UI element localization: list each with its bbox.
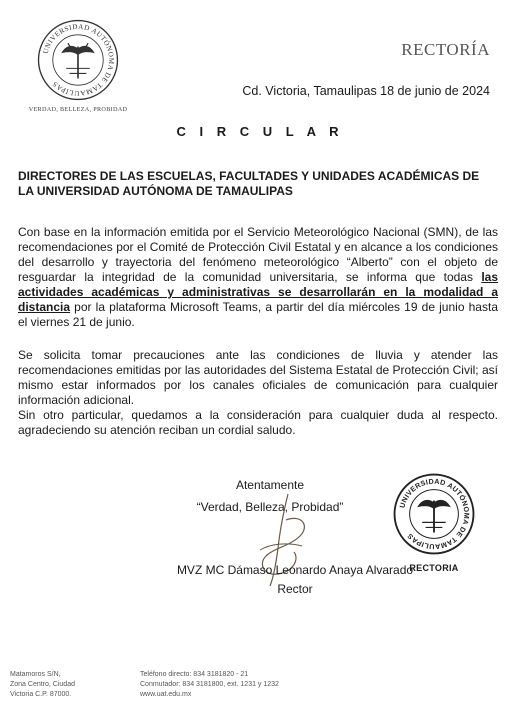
paragraph-precautions: Se solicita tomar precauciones ante las condiciones de lluvia y atender las recomendaciones emitidas por las autoridades del Sistema Estatal de Protección Civil; así mismo estar informados por los canales oficiales de comunicación para cualquier información adicional. xyxy=(18,348,498,407)
logo-motto: VERDAD, BELLEZA, PROBIDAD xyxy=(28,106,128,113)
footer-address-line: Matamoros S/N, xyxy=(10,671,61,678)
document-type-heading: C I R C U L A R xyxy=(176,124,344,139)
footer-address-line: Victoria C.P. 87000. xyxy=(10,691,72,698)
paragraph-announcement xyxy=(18,225,498,330)
university-logo xyxy=(36,18,120,102)
closing-salutation: Atentamente xyxy=(235,478,305,492)
seal-label: RECTORIA xyxy=(409,563,459,573)
footer-switchboard: Conmutador: 834 3181800, ext. 1231 y 1232 xyxy=(140,681,279,688)
department-title: RECTORÍA xyxy=(401,40,490,59)
rectoria-seal xyxy=(392,472,476,556)
paragraph-closing: Sin otro particular, quedamos a la consideración para cualquier duda al respecto. agradeciendo su atención reciban un cordial saludo. xyxy=(18,408,498,437)
paragraph-announcement-highlight: las actividades académicas y administrativas se desarrollarán en la modalidad a distancia xyxy=(18,270,498,314)
footer-phone-direct: Teléfono directo: 834 3181820 - 21 xyxy=(140,671,249,678)
footer-address-line: Zona Centro, Ciudad xyxy=(10,681,75,688)
footer-contact xyxy=(140,670,279,700)
seal-ring-text: UNIVERSIDAD AUTÓNOMA DE TAMAULIPAS xyxy=(398,477,471,551)
footer-website-link[interactable]: www.uat.edu.mx xyxy=(140,691,192,698)
footer-address xyxy=(10,670,75,700)
addressee: DIRECTORES DE LAS ESCUELAS, FACULTADES Y UNIDADES ACADÉMICAS DE LA UNIVERSIDAD AUTÓNOMA DE TAMAULIPAS xyxy=(18,169,480,198)
paragraph-announcement-intro: Con base en la información emitida por el Servicio Meteorológico Nacional (SMN), de las recomendaciones por el Comité de Protección Civil Estatal y en alcance a los condiciones del desarrollo y trayectoria del fenómeno meteorológico “Alberto” con el objeto de resguardar la integridad de la comunidad universitaria, se informa que todas xyxy=(18,225,498,284)
signer-name: MVZ MC Dámaso Leonardo Anaya Alvarado xyxy=(176,563,414,577)
place-date: Cd. Victoria, Tamaulipas 18 de junio de 2024 xyxy=(242,84,490,98)
signer-title: Rector xyxy=(277,582,313,596)
logo-ring-text: UNIVERSIDAD AUTÓNOMA DE TAMAULIPAS xyxy=(41,22,116,98)
paragraph-announcement-outro: por la plataforma Microsoft Teams, a partir del día miércoles 19 de junio hasta el viernes 21 de junio. xyxy=(18,300,498,329)
closing-motto: “Verdad, Belleza, Probidad” xyxy=(196,500,344,514)
